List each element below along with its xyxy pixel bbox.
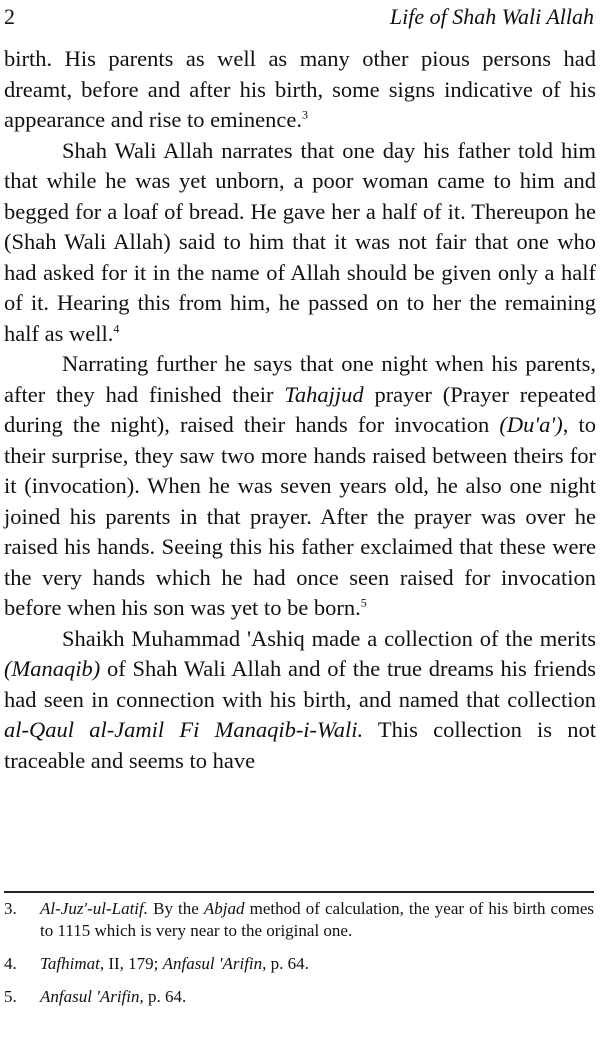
footnote-4 [4,953,594,975]
italic-term: Abjad [203,899,245,918]
footnote-text-part: method of calculation, the year of his birth comes to 1115 which is very near to the original one. [40,899,594,940]
footnotes [4,898,594,1019]
italic-title: Anfasul 'Arifin [40,987,140,1006]
running-title: Life of Shah Wali Allah [389,4,594,29]
paragraph-3 [4,349,596,624]
footnote-divider [4,891,594,893]
footnote-5 [4,986,594,1008]
footnote-text-part: , II, 179; [99,954,163,973]
paragraph-2 [4,136,596,350]
running-head [4,2,594,32]
page-number: 2 [4,4,15,29]
footnote-number: 3. [4,899,17,918]
italic-title: al-Qaul al-Jamil Fi Manaqib-i-Wali. [4,717,364,742]
italic-term: (Manaqib) [4,656,101,681]
footnote-3 [4,898,594,942]
footnote-ref[interactable]: 5 [360,595,367,610]
italic-title: Tafhimat [40,954,100,973]
paragraph-text: of Shah Wali Allah and of the true dreams his friends had seen in connection with his birth, and named that collection [4,656,596,712]
italic-term: Tahajjud [284,381,364,407]
footnote-ref[interactable]: 4 [113,321,120,335]
italic-title: Anfasul 'Arifin [162,954,263,973]
paragraph-text: Shaikh Muhammad 'Ashiq made a collection of the merits [62,625,596,651]
footnote-number: 4. [4,954,17,973]
footnote-text [40,898,594,942]
paragraph-1 [4,44,596,136]
footnote-text [40,953,594,975]
paragraph-4 [4,624,596,777]
footnote-ref[interactable]: 3 [301,107,308,122]
paragraph-text: This collection is not traceable and seems to have [4,717,596,773]
italic-term: (Du'a') [499,412,563,437]
footnote-text [40,986,594,1008]
italic-title: Al-Juz'-ul-Latif. [40,899,148,918]
footnote-text-part: By the [148,899,204,918]
footnote-text-part: , p. 64. [139,987,187,1006]
paragraph-text: birth. His parents as well as many other pious persons had dreamt, before and after his birth, some signs indicative of his appearance and rise to eminence. [4,46,596,132]
footnote-number: 5. [4,987,17,1006]
body-text [4,44,596,776]
paragraph-text: Shah Wali Allah narrates that one day his father told him that while he was yet unborn, a poor woman came to him and begged for a loaf of bread. He gave her a half of it. Thereupon he (Shah Wali Allah) said to him that it was not fair that one who had asked for it in the name of Allah should be given only a half of it. Hearing this from him, he passed on to her the remaining half as well. [4,137,596,346]
paragraph-text: , to their surprise, they saw two more hands raised between theirs for it (invocation). When he was seven years old, he also one night joined his parents in that prayer. After the prayer was over he raised his hands. Seeing this his father exclaimed that these were the very hands which he had once seen raised for invocation before when his son was yet to be born. [4,412,596,620]
paragraph-text: prayer (Prayer repeated during the night), raised their hands for invocation [4,381,596,437]
footnote-text-part: , p. 64. [262,954,309,973]
paragraph-text: Narrating further he says that one night when his parents, after they had finished their [4,351,596,407]
